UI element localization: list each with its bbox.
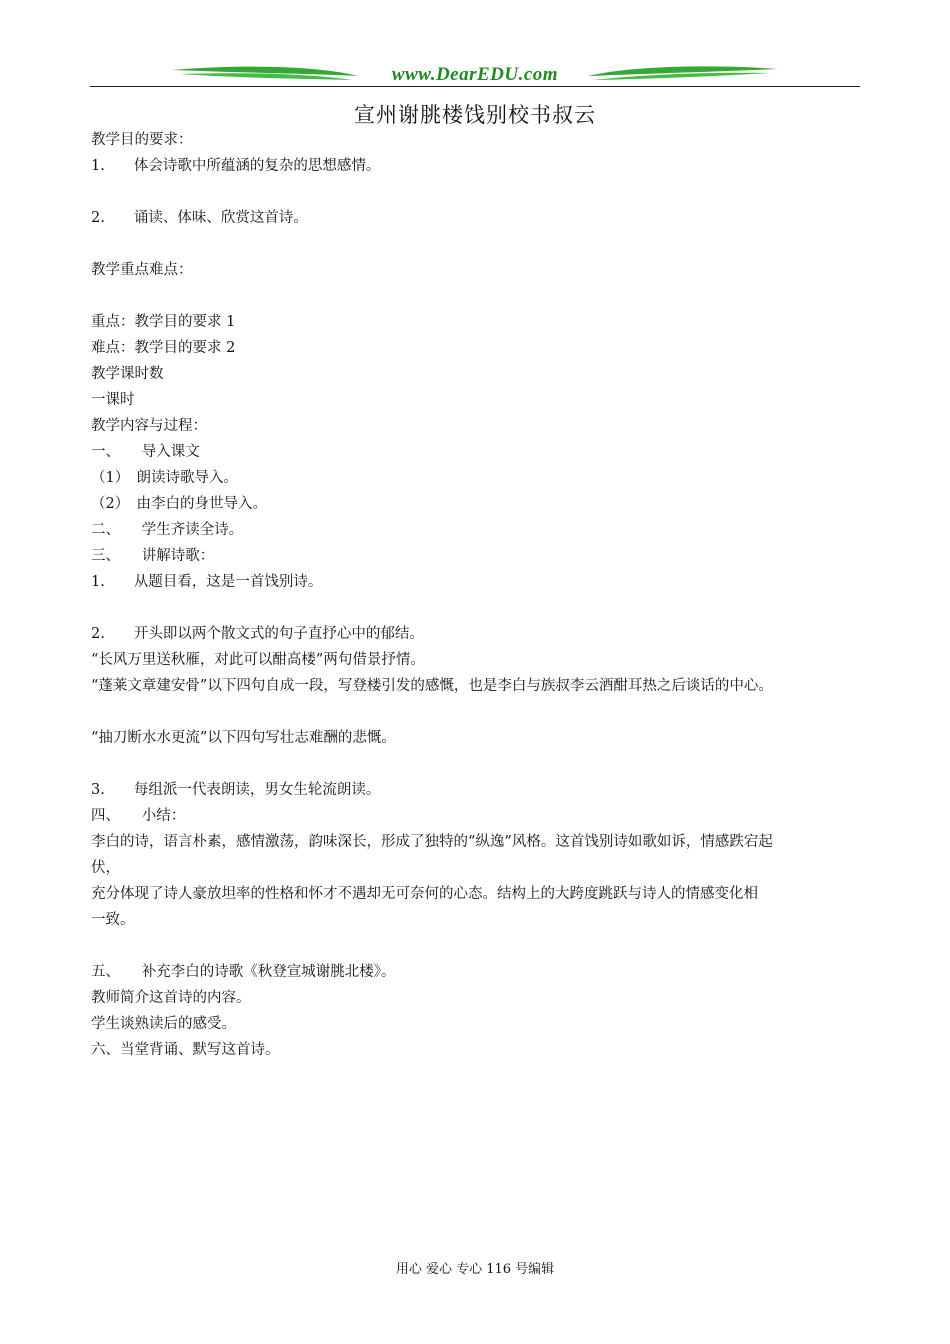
- blank-line: [91, 179, 871, 205]
- body-line: （2） 由李白的身世导入。: [91, 496, 267, 512]
- body-line: 六、当堂背诵、默写这首诗。: [91, 1042, 280, 1058]
- body-line: 教师简介这首诗的内容。: [91, 990, 251, 1006]
- body-line: （1） 朗读诗歌导入。: [91, 470, 238, 486]
- document-body: [91, 127, 871, 1063]
- body-line: 伏，: [91, 860, 120, 876]
- blank-line: [91, 933, 871, 959]
- body-line: “抽刀断水水更流”以下四句写壮志难酬的悲慨。: [91, 730, 396, 746]
- body-line: 充分体现了诗人豪放坦率的性格和怀才不遇却无可奈何的心态。结构上的大跨度跳跃与诗人的情感变化相: [91, 886, 758, 902]
- page-footer: 用心 爱心 专心 116 号编辑: [395, 1262, 555, 1277]
- body-line: 教学课时数: [91, 366, 164, 382]
- header-divider: [90, 86, 860, 87]
- logo-text: www.DearEDU.com: [391, 64, 559, 85]
- body-line: 四、 小结：: [91, 808, 186, 824]
- body-line: 二、 学生齐读全诗。: [91, 522, 244, 538]
- body-line: 重点：教学目的要求 1: [91, 314, 236, 330]
- body-line: 2. 诵读、体味、欣赏这首诗。: [91, 210, 308, 226]
- body-line: 五、 补充李白的诗歌《秋登宣城谢朓北楼》。: [91, 964, 396, 980]
- body-line: 学生谈熟读后的感受。: [91, 1016, 236, 1032]
- body-line: 1. 从题目看，这是一首饯别诗。: [91, 574, 323, 590]
- body-line: 1. 体会诗歌中所蕴涵的复杂的思想感情。: [91, 158, 381, 174]
- body-line: 一致。: [91, 912, 135, 928]
- body-line: “蓬莱文章建安骨”以下四句自成一段，写登楼引发的感慨，也是李白与族叔李云酒酣耳热之后谈话的中心。: [91, 678, 773, 694]
- document-title: 宣州谢朓楼饯别校书叔云: [354, 103, 596, 127]
- body-line: “长风万里送秋雁，对此可以酣高楼”两句借景抒情。: [91, 652, 425, 668]
- blank-line: [91, 699, 871, 725]
- body-line: 教学目的要求：: [91, 132, 193, 148]
- blank-line: [91, 595, 871, 621]
- blank-line: [91, 231, 871, 257]
- body-line: 三、 讲解诗歌：: [91, 548, 215, 564]
- body-line: 2. 开头即以两个散文式的句子直抒心中的郁结。: [91, 626, 424, 642]
- body-line: 一、 导入课文: [91, 444, 200, 460]
- body-line: 李白的诗，语言朴素，感情激荡，韵味深长，形成了独特的“纵逸”风格。这首饯别诗如歌如诉，情感跌宕起: [91, 834, 773, 850]
- blank-line: [91, 283, 871, 309]
- body-line: 教学重点难点：: [91, 262, 193, 278]
- body-line: 难点：教学目的要求 2: [91, 340, 236, 356]
- body-line: 教学内容与过程：: [91, 418, 207, 434]
- body-line: 一课时: [91, 392, 135, 408]
- body-line: 3. 每组派一代表朗读，男女生轮流朗读。: [91, 782, 381, 798]
- blank-line: [91, 751, 871, 777]
